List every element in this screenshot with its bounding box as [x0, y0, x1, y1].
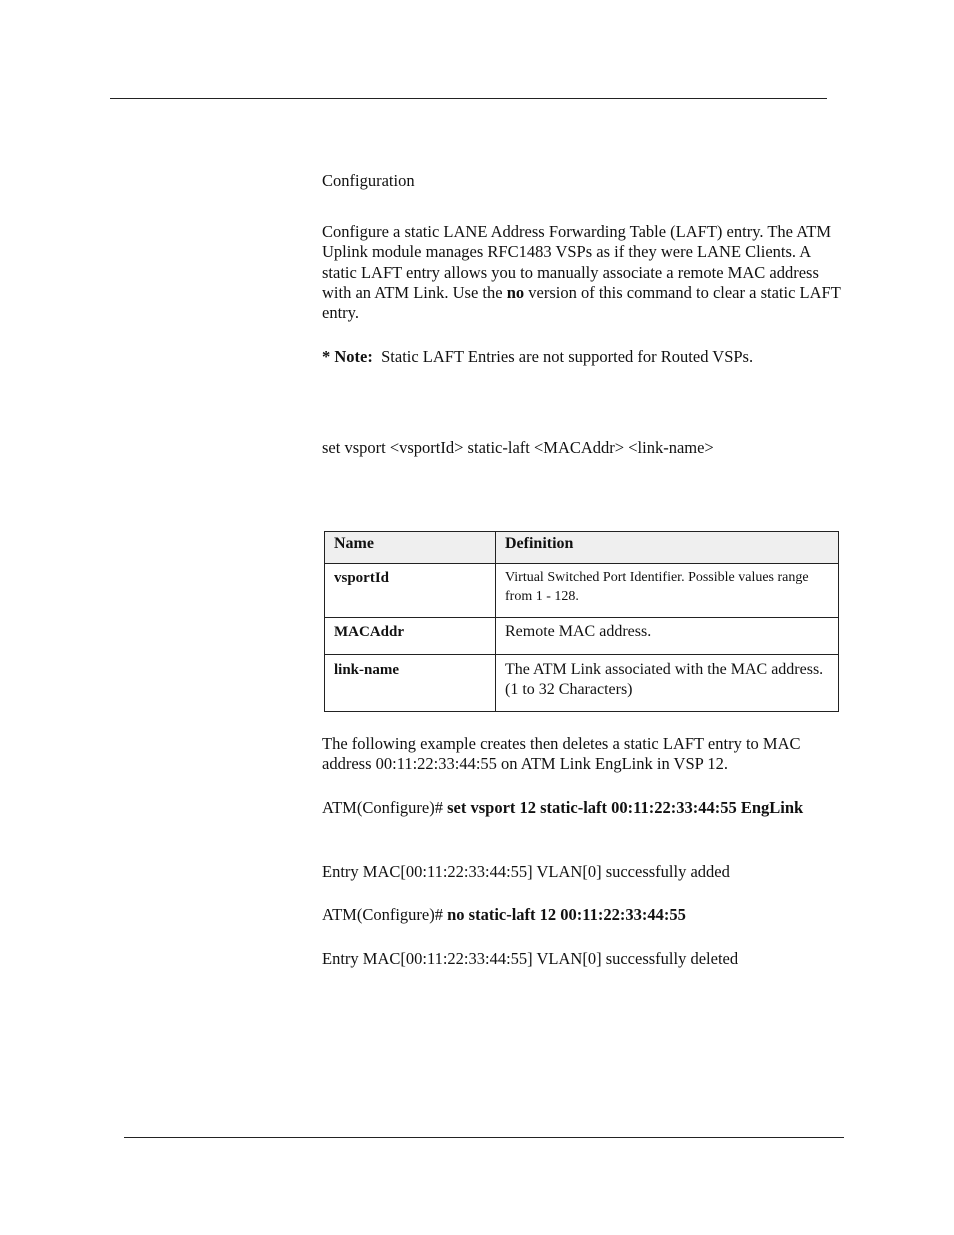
- table-header-row: [325, 532, 839, 564]
- header-rule: [110, 98, 827, 99]
- command-text: no static-laft 12 00:11:22:33:44:55: [447, 905, 686, 924]
- table-header-definition: Definition: [496, 532, 839, 564]
- example-command-create: [322, 798, 842, 818]
- note-text: Static LAFT Entries are not supported for Routed VSPs.: [381, 347, 754, 366]
- table-row: [325, 564, 839, 618]
- param-definition: The ATM Link associated with the MAC address. (1 to 32 Characters): [496, 655, 839, 712]
- section-label: Configuration: [322, 171, 415, 190]
- example-intro: The following example creates then deletes a static LAFT entry to MAC address 00:11:22:33:44:55 on ATM Link EngLink in VSP 12.: [322, 734, 801, 774]
- note-paragraph: [322, 347, 842, 367]
- param-definition: Virtual Switched Port Identifier. Possible values range from 1 - 128.: [496, 564, 839, 618]
- description-text-2: version of this command to clear a static LAFT entry.: [322, 282, 841, 323]
- table-header-name: Name: [325, 532, 496, 564]
- example-command-delete: [322, 905, 842, 925]
- description-paragraph: [322, 222, 842, 323]
- param-name: link-name: [325, 655, 496, 712]
- example-output-added: Entry MAC[00:11:22:33:44:55] VLAN[0] successfully added: [322, 862, 730, 881]
- description-bold-keyword: no: [506, 282, 525, 302]
- param-definition: Remote MAC address.: [496, 618, 839, 655]
- param-name: vsportId: [325, 564, 496, 618]
- description-text-1: Configure a static LANE Address Forwarding Table (LAFT) entry. The ATM Uplink module manages RFC1483 VSPs as if they were LANE Clients. A static LAFT entry allows you to manually associate a remote MAC address with an ATM Link. Use the: [322, 222, 832, 302]
- command-text: set vsport 12 static-laft 00:11:22:33:44:55 EngLink: [447, 798, 804, 817]
- table-row: [325, 655, 839, 712]
- command-syntax: set vsport <vsportId> static-laft <MACAddr> <link-name>: [322, 438, 714, 457]
- param-name: MACAddr: [325, 618, 496, 655]
- example-output-deleted: Entry MAC[00:11:22:33:44:55] VLAN[0] successfully deleted: [322, 949, 739, 968]
- table-row: [325, 618, 839, 655]
- note-label: * Note:: [322, 347, 373, 366]
- command-prompt: ATM(Configure)#: [322, 905, 448, 924]
- command-prompt: ATM(Configure)#: [322, 798, 448, 817]
- footer-rule: [124, 1137, 844, 1138]
- parameters-table: [324, 531, 839, 712]
